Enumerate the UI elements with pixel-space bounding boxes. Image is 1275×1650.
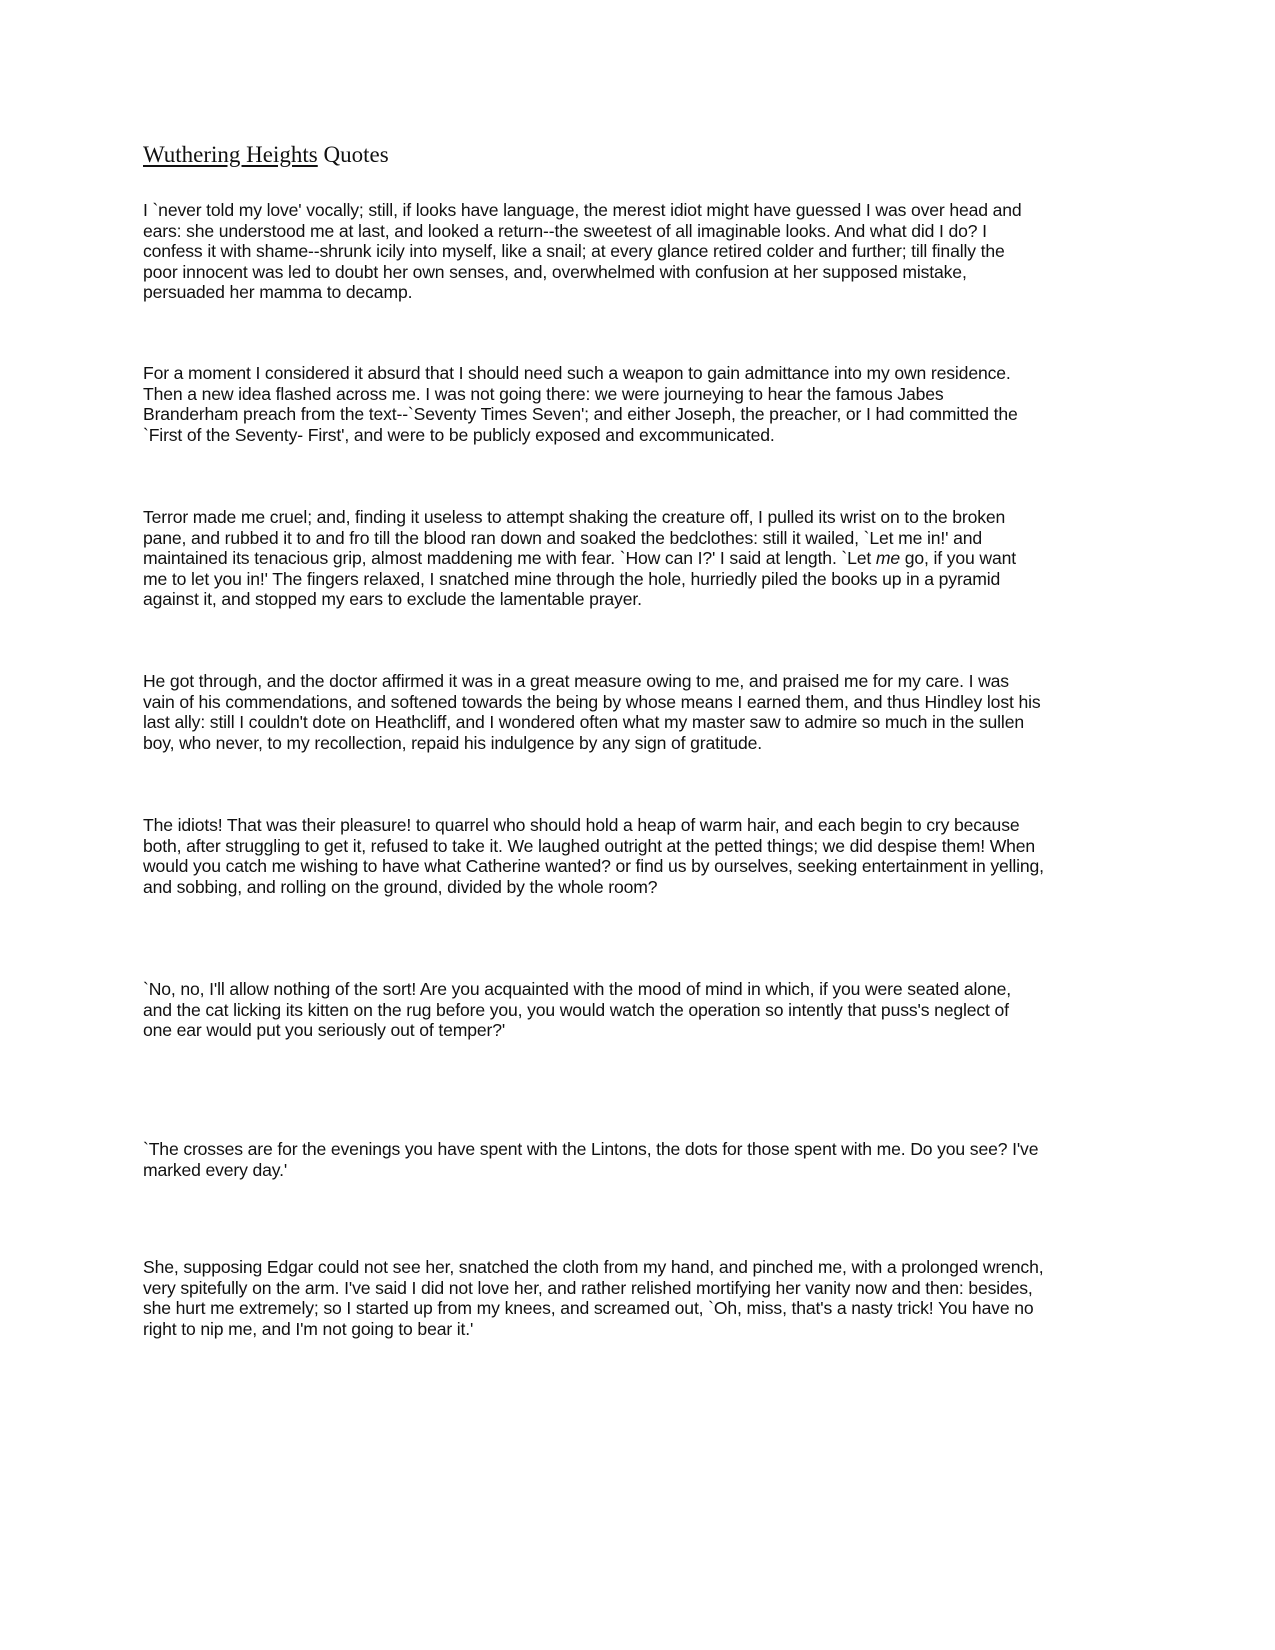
quote-line: I `never told my love' vocally; still, if looks have language, the merest idiot might have guessed I was over head and: [143, 200, 1022, 220]
quote-line: `The crosses are for the evenings you have spent with the Lintons, the dots for those spent with me. Do you see? I've: [143, 1139, 1039, 1159]
quote-line: He got through, and the doctor affirmed it was in a great measure owing to me, and praised me for my care. I was: [143, 671, 1009, 691]
quote-line: boy, who never, to my recollection, repaid his indulgence by any sign of gratitude.: [143, 732, 763, 753]
quote-paragraph: [143, 507, 1016, 610]
quote-line: last ally: still I couldn't dote on Heathcliff, and I wondered often what my master saw to admire so much in the sullen: [143, 712, 1024, 733]
quote-line: against it, and stopped my ears to exclude the lamentable prayer.: [143, 589, 642, 610]
quote-line: `First of the Seventy- First', and were to be publicly exposed and excommunicated.: [143, 424, 775, 445]
quote-line: and sobbing, and rolling on the ground, divided by the whole room?: [143, 876, 658, 897]
quote-line: me to let you in!' The fingers relaxed, I snatched mine through the hole, hurriedly piled the books up in a pyramid: [143, 568, 1001, 589]
quote-line: `No, no, I'll allow nothing of the sort! Are you acquainted with the mood of mind in which, if you were seated alone,: [143, 979, 1011, 999]
quote-line: The idiots! That was their pleasure! to quarrel who should hold a heap of warm hair, and each begin to cry because: [143, 815, 1020, 835]
title-suffix: Quotes: [317, 142, 389, 167]
quote-paragraph: [143, 979, 1011, 1041]
quote-line: confess it with shame--shrunk icily into myself, like a snail; at every glance retired colder and further; till finally the: [143, 241, 1005, 262]
quote-line: pane, and rubbed it to and fro till the blood ran down and soaked the bedclothes: still it wailed, `Let me in!' and: [143, 527, 982, 548]
quote-line: right to nip me, and I'm not going to bear it.': [143, 1318, 474, 1339]
quote-line: persuaded her mamma to decamp.: [143, 282, 413, 303]
quote-line: one ear would put you seriously out of temper?': [143, 1020, 506, 1041]
quote-paragraph: [143, 200, 1022, 303]
quote-line: very spitefully on the arm. I've said I did not love her, and rather relished mortifying her vanity now and then: besides,: [143, 1277, 1033, 1298]
quote-line: poor innocent was led to doubt her own senses, and, overwhelmed with confusion at her supposed mistake,: [143, 261, 967, 282]
quote-line: She, supposing Edgar could not see her, snatched the cloth from my hand, and pinched me, with a prolonged wrench,: [143, 1257, 1044, 1277]
quote-paragraph: [143, 815, 1044, 897]
line-segment: go, if you want: [900, 548, 1016, 569]
quote-paragraph: [143, 1139, 1038, 1180]
emphasis-text: me: [875, 548, 901, 569]
quote-line: Then a new idea flashed across me. I was not going there: we were journeying to hear the famous Jabes: [143, 383, 944, 404]
line-segment: maintained its tenacious grip, almost maddening me with fear. `How can I?' I said at length. `Let: [143, 548, 876, 569]
quote-line: marked every day.': [143, 1159, 288, 1180]
quote-line: Terror made me cruel; and, finding it useless to attempt shaking the creature off, I pulled its wrist on to the broken: [143, 507, 1006, 527]
quote-line: ears: she understood me at last, and looked a return--the sweetest of all imaginable looks. And what did I do? I: [143, 220, 987, 241]
book-title: Wuthering Heights: [143, 142, 318, 167]
quote-paragraph: [143, 1257, 1043, 1339]
quote-line: and the cat licking its kitten on the rug before you, you would watch the operation so intently that puss's neglect of: [143, 999, 1009, 1020]
quote-line: For a moment I considered it absurd that I should need such a weapon to gain admittance into my own residence.: [143, 363, 1011, 383]
quote-line: Branderham preach from the text--`Seventy Times Seven'; and either Joseph, the preacher, or I had committed the: [143, 404, 1018, 425]
quote-paragraph: [143, 671, 1040, 753]
document-title: [143, 142, 389, 168]
quote-line: both, after struggling to get it, refused to take it. We laughed outright at the petted things; we did despise them! When: [143, 835, 1036, 856]
quote-line: would you catch me wishing to have what Catherine wanted? or find us by ourselves, seeking entertainment in yelling,: [143, 856, 1044, 877]
quote-line: vain of his commendations, and softened towards the being by whose means I earned them, and thus Hindley lost his: [143, 691, 1041, 712]
quote-line: [143, 548, 1016, 569]
quote-line: she hurt me extremely; so I started up from my knees, and screamed out, `Oh, miss, that's a nasty trick! You have no: [143, 1298, 1034, 1319]
quote-paragraph: [143, 363, 1018, 445]
